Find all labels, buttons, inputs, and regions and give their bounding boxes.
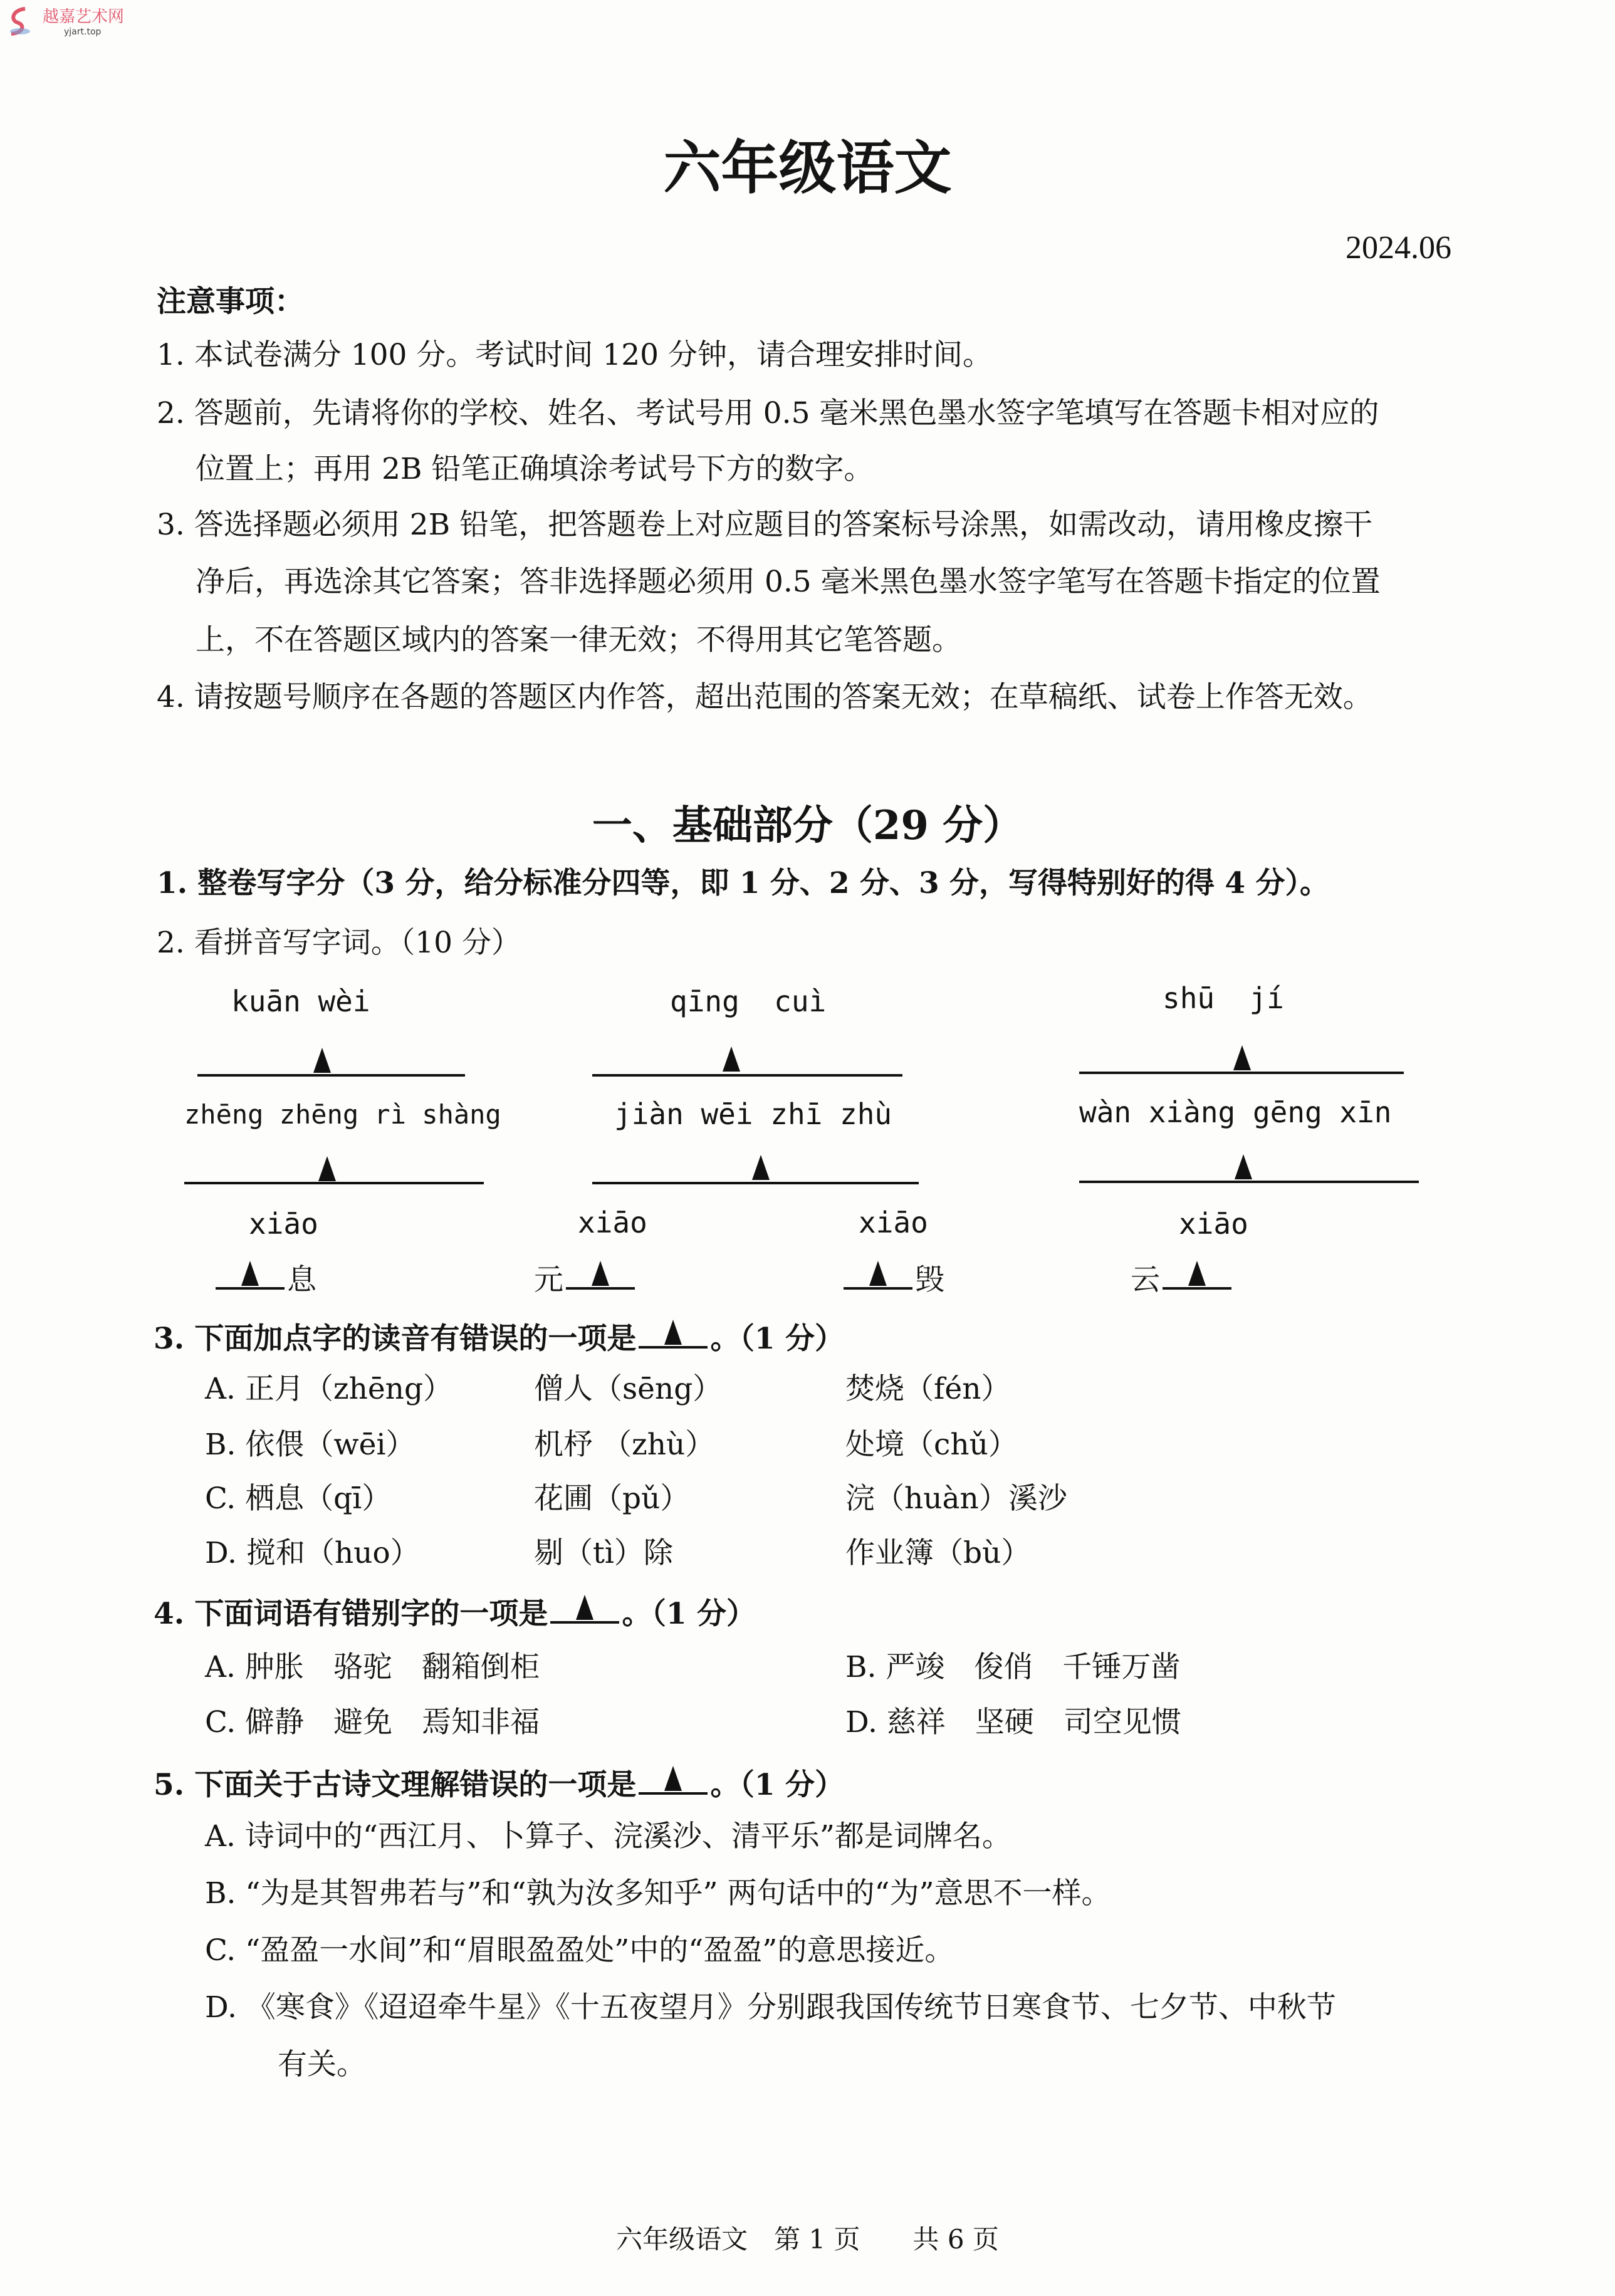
- answer-line[interactable]: [197, 1074, 465, 1077]
- pinyin-prompt: xiāo: [1179, 1207, 1248, 1241]
- option: 剔（tì）除: [534, 1536, 673, 1570]
- option: 僧人（sēng）: [534, 1372, 723, 1406]
- question-score: 。（1 分）: [622, 1597, 756, 1631]
- pinyin-prompt: zhēng zhēng rì shàng: [184, 1099, 501, 1130]
- answer-marker-icon: [723, 1046, 740, 1072]
- pinyin-prompt: wàn xiàng gēng xīn: [1079, 1095, 1392, 1129]
- logo-icon: [6, 6, 38, 36]
- answer-marker-icon: [313, 1048, 331, 1073]
- pinyin-prompt: qīng cuì: [670, 984, 827, 1018]
- answer-line[interactable]: [1079, 1072, 1404, 1074]
- question-2: 2. 看拼音写字词。（10 分）: [157, 926, 521, 960]
- option: D. 慈祥 坚硬 司空见惯: [845, 1705, 1181, 1740]
- answer-blank[interactable]: [639, 1318, 708, 1349]
- option: B. “为是其智弗若与”和“孰为汝多知乎” 两句话中的“为”意思不一样。: [205, 1876, 1111, 1911]
- question-1: 1. 整卷写字分（3 分，给分标准分四等，即 1 分、2 分、3 分，写得特别好的得 4 分）。: [157, 866, 1329, 900]
- answer-marker-icon: [241, 1261, 259, 1286]
- notice-heading: 注意事项：: [157, 284, 304, 319]
- answer-marker-icon: [664, 1766, 682, 1791]
- pinyin-prompt: kuān wèi: [231, 984, 370, 1018]
- pinyin-prompt: xiāo: [859, 1206, 928, 1239]
- answer-line[interactable]: [184, 1182, 484, 1184]
- given-char: 毁: [915, 1263, 944, 1297]
- answer-blank[interactable]: [550, 1594, 619, 1624]
- notice-line: 2. 答题前，先请将你的学校、姓名、考试号用 0.5 毫米黑色墨水签字笔填写在答题卡相对应的: [157, 396, 1379, 430]
- answer-line[interactable]: [592, 1074, 902, 1077]
- question-text: 5. 下面关于古诗文理解错误的一项是: [154, 1768, 637, 1802]
- watermark-url: yjart.top: [64, 27, 102, 37]
- notice-line: 位置上；再用 2B 铅笔正确填涂考试号下方的数字。: [196, 452, 874, 486]
- answer-blank[interactable]: [639, 1765, 708, 1795]
- notice-line: 4. 请按题号顺序在各题的答题区内作答，超出范围的答案无效；在草稿纸、试卷上作答无效。: [157, 680, 1372, 714]
- answer-marker-icon: [1188, 1261, 1206, 1286]
- answer-marker-icon: [576, 1595, 593, 1620]
- answer-blank[interactable]: [216, 1260, 285, 1290]
- fill-word: [213, 1260, 316, 1295]
- option: 作业簿（bù）: [845, 1536, 1031, 1570]
- option: D. 搅和（huo）: [205, 1536, 420, 1570]
- pinyin-prompt: xiāo: [249, 1207, 318, 1241]
- option: A. 肿胀 骆驼 翻箱倒柜: [205, 1650, 540, 1684]
- fill-word: [534, 1260, 637, 1295]
- question-4: [154, 1594, 756, 1629]
- answer-marker-icon: [592, 1261, 609, 1286]
- option: 焚烧（fén）: [845, 1372, 1011, 1406]
- option: C. 栖息（qī）: [205, 1481, 392, 1516]
- given-char: 元: [534, 1263, 563, 1297]
- answer-line[interactable]: [1079, 1181, 1419, 1183]
- page-title: 六年级语文: [663, 134, 952, 202]
- section-heading: 一、基础部分（29 分）: [592, 802, 1023, 849]
- option: B. 严竣 俊俏 千锤万凿: [845, 1650, 1181, 1684]
- exam-date: 2024.06: [1346, 230, 1451, 266]
- question-score: 。（1 分）: [710, 1322, 845, 1356]
- answer-marker-icon: [869, 1261, 887, 1286]
- fill-word: [841, 1260, 944, 1295]
- option: B. 依偎（wēi）: [205, 1427, 416, 1462]
- option: 浣（huàn）溪沙: [845, 1481, 1067, 1516]
- option-continued: 有关。: [278, 2047, 366, 2082]
- answer-line[interactable]: [592, 1182, 919, 1184]
- answer-marker-icon: [1235, 1154, 1252, 1179]
- option: D. 《寒食》《迢迢牵牛星》《十五夜望月》分别跟我国传统节日寒食节、七夕节、中秋节: [205, 1990, 1336, 2025]
- pinyin-prompt: jiàn wēi zhī zhù: [614, 1097, 892, 1131]
- watermark-logo: [6, 6, 125, 39]
- answer-marker-icon: [1233, 1045, 1251, 1070]
- option: 处境（chǔ）: [845, 1427, 1018, 1462]
- notice-line: 3. 答选择题必须用 2B 铅笔，把答题卷上对应题目的答案标号涂黑，如需改动，请用橡皮擦干: [157, 508, 1373, 542]
- question-text: 3. 下面加点字的读音有错误的一项是: [154, 1322, 637, 1356]
- answer-marker-icon: [318, 1156, 336, 1181]
- fill-word: [1131, 1260, 1234, 1295]
- answer-marker-icon: [752, 1155, 770, 1180]
- watermark-text: 越嘉艺术网: [43, 8, 125, 26]
- answer-marker-icon: [664, 1320, 682, 1345]
- option: 花圃（pǔ）: [534, 1481, 690, 1516]
- notice-line: 1. 本试卷满分 100 分。考试时间 120 分钟，请合理安排时间。: [157, 338, 992, 372]
- given-char: 息: [287, 1263, 316, 1297]
- option: A. 正月（zhēng）: [205, 1372, 453, 1406]
- answer-blank[interactable]: [844, 1260, 912, 1290]
- option: A. 诗词中的“西江月、卜算子、浣溪沙、清平乐”都是词牌名。: [205, 1819, 1011, 1854]
- option: C. 僻静 避免 焉知非福: [205, 1705, 540, 1740]
- pinyin-prompt: xiāo: [578, 1206, 647, 1239]
- notice-line: 净后，再选涂其它答案；答非选择题必须用 0.5 毫米黑色墨水签字笔写在答题卡指定的位置: [196, 565, 1381, 599]
- answer-blank[interactable]: [1163, 1260, 1231, 1290]
- option: 机杼 （zhù）: [534, 1427, 715, 1462]
- question-text: 4. 下面词语有错别字的一项是: [154, 1597, 548, 1631]
- pinyin-prompt: shū jí: [1163, 981, 1284, 1015]
- page-footer: 六年级语文 第 1 页 共 6 页: [616, 2224, 999, 2255]
- notice-line: 上，不在答题区域内的答案一律无效；不得用其它笔答题。: [196, 623, 961, 657]
- question-5: [154, 1765, 844, 1800]
- given-char: 云: [1131, 1263, 1160, 1297]
- option: C. “盈盈一水间”和“眉眼盈盈处”中的“盈盈”的意思接近。: [205, 1933, 954, 1968]
- answer-blank[interactable]: [566, 1260, 635, 1290]
- question-3: [154, 1318, 844, 1354]
- question-score: 。（1 分）: [710, 1768, 845, 1802]
